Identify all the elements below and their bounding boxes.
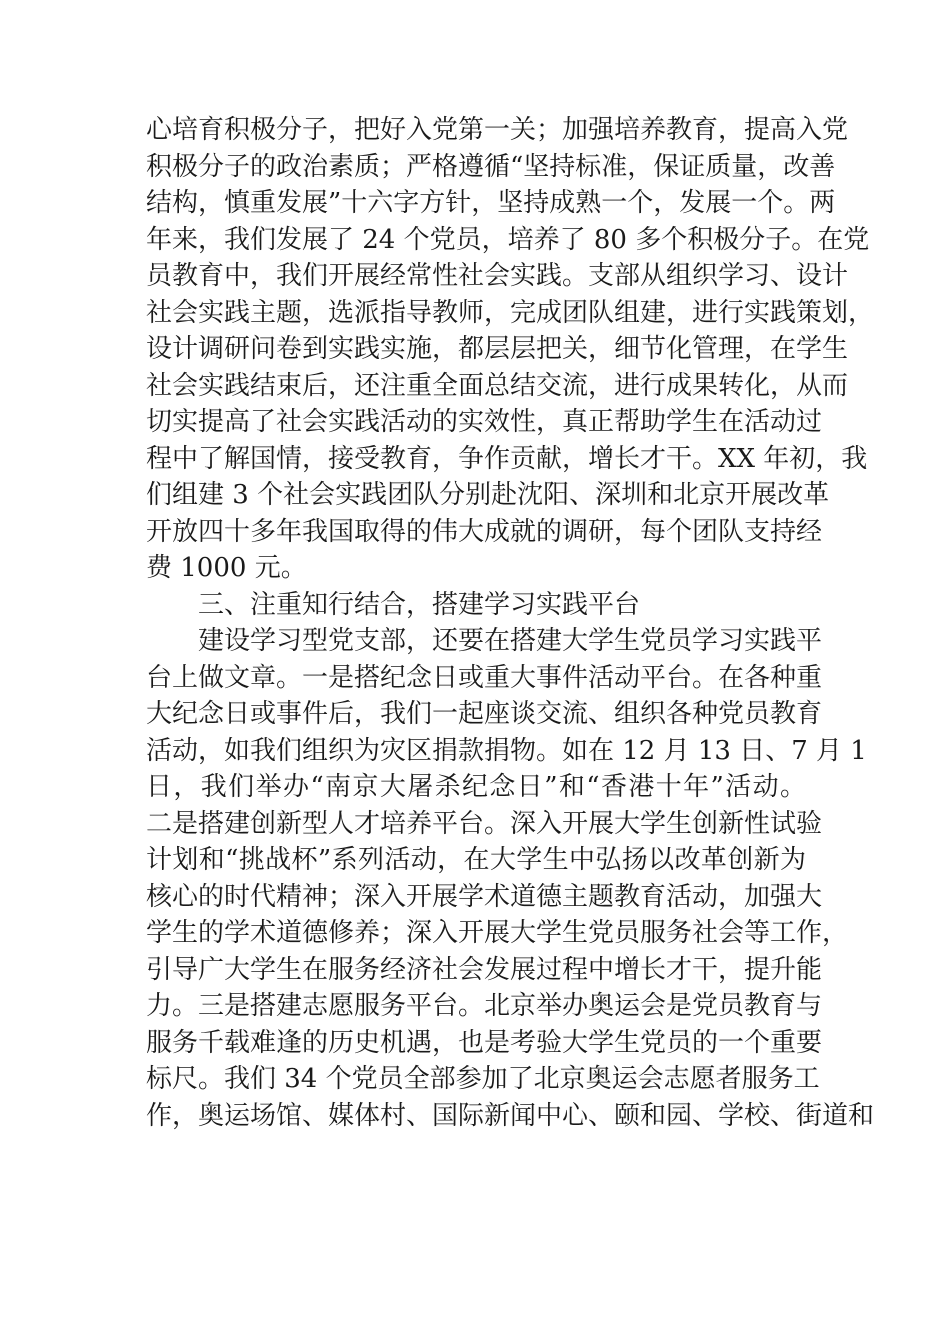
text-line: 活动，如我们组织为灾区捐款捐物。如在 12 月 13 日、7 月 1 <box>146 735 867 766</box>
text-line: 日，我们举办“南京大屠杀纪念日”和“香港十年”活动。 <box>146 772 806 802</box>
text-line: 开放四十多年我国取得的伟大成就的调研，每个团队支持经 <box>146 516 823 547</box>
text-line: 计划和“挑战杯”系列活动，在大学生中弘扬以改革创新为 <box>146 845 806 875</box>
text-line: 核心的时代精神；深入开展学术道德主题教育活动，加强大 <box>146 881 823 912</box>
text-line: 程中了解国情，接受教育，争作贡献，增长才干。XX 年初，我 <box>146 443 868 474</box>
text-line: 费 1000 元。 <box>146 553 307 583</box>
text-line: 建设学习型党支部，还要在搭建大学生党员学习实践平 <box>198 626 823 656</box>
text-line: 心培育积极分子，把好入党第一关；加强培养教育，提高入党 <box>146 115 849 145</box>
text-line: 标尺。我们 34 个党员全部参加了北京奥运会志愿者服务工 <box>146 1064 820 1094</box>
text-line: 社会实践主题，选派指导教师，完成团队组建，进行实践策划， <box>146 297 875 328</box>
text-line: 结构，慎重发展”十六字方针，坚持成熟一个，发展一个。两 <box>146 188 836 218</box>
body-text <box>146 112 875 1134</box>
text-line: 引导广大学生在服务经济社会发展过程中增长才干，提升能 <box>146 954 823 985</box>
text-line: 设计调研问卷到实践实施，都层层把关，细节化管理，在学生 <box>146 334 849 364</box>
section-heading: 三、注重知行结合，搭建学习实践平台 <box>198 589 641 620</box>
text-line: 社会实践结束后，还注重全面总结交流，进行成果转化，从而 <box>146 370 849 401</box>
text-line: 力。三是搭建志愿服务平台。北京举办奥运会是党员教育与 <box>146 991 823 1021</box>
text-line: 服务千载难逢的历史机遇，也是考验大学生党员的一个重要 <box>146 1027 823 1058</box>
text-line: 积极分子的政治素质；严格遵循“坚持标准，保证质量，改善 <box>146 151 836 182</box>
text-line: 员教育中，我们开展经常性社会实践。支部从组织学习、设计 <box>146 261 849 291</box>
text-line: 台上做文章。一是搭纪念日或重大事件活动平台。在各种重 <box>146 662 823 693</box>
text-line: 二是搭建创新型人才培养平台。深入开展大学生创新性试验 <box>146 808 823 839</box>
text-line: 年来，我们发展了 24 个党员，培养了 80 多个积极分子。在党 <box>146 224 870 255</box>
text-line: 们组建 3 个社会实践团队分别赴沈阳、深圳和北京开展改革 <box>146 480 830 510</box>
text-line: 学生的学术道德修养；深入开展大学生党员服务社会等工作， <box>146 918 849 948</box>
text-line: 切实提高了社会实践活动的实效性，真正帮助学生在活动过 <box>146 407 823 437</box>
text-line: 作，奥运场馆、媒体村、国际新闻中心、颐和园、学校、街道和 <box>146 1100 875 1131</box>
text-line: 大纪念日或事件后，我们一起座谈交流、组织各种党员教育 <box>146 699 823 729</box>
